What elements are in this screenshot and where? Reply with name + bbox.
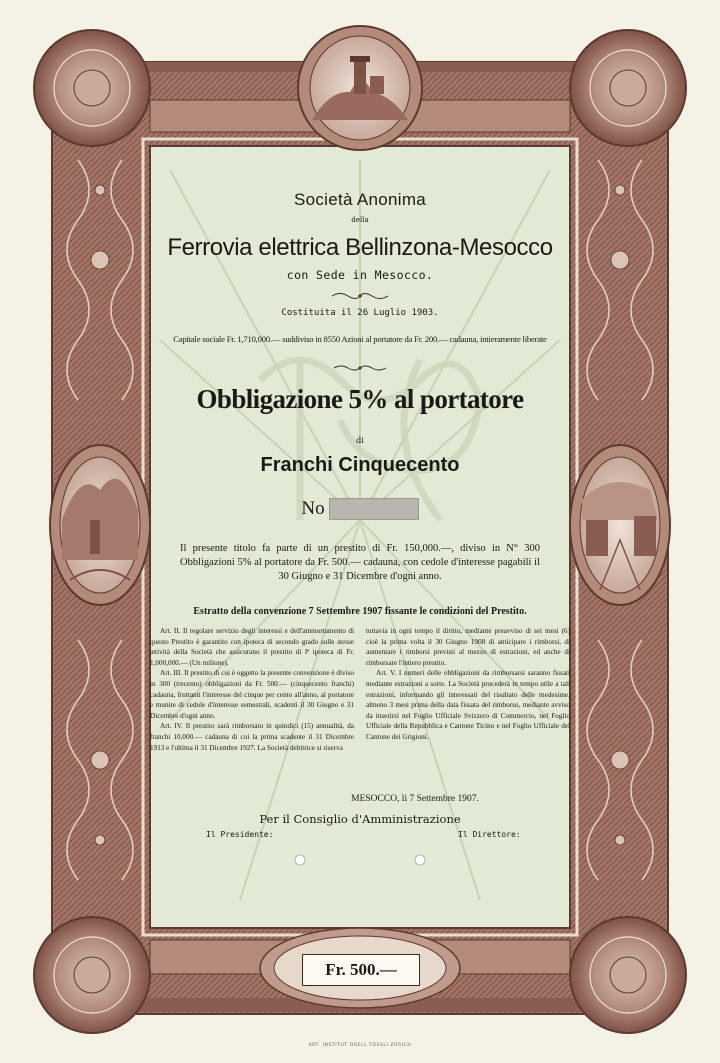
bond-di: di: [356, 436, 364, 445]
printer-imprint: ART. INSTITUT ORELL FÜSSLI ZÜRICH: [308, 1043, 412, 1048]
left-landscape-vignette: [50, 445, 150, 605]
serial-number-row: [150, 498, 570, 520]
company-line1: Società Anonima: [293, 190, 427, 209]
article-ii: Art. II. Il regolare servizio degli interessi e dell'ammortamento di questo Prestito è garantito con ipoteca di secondo grado sulle stesse attività della Società che assicurano il prestito di Iª ipoteca di Fr. 1,000,000.— (Un milione).: [150, 627, 354, 667]
article-iv-continued: tuttavia in ogni tempo il diritto, mediante preavviso di sei mesi (6) cioè la prima volta il 30 Giugno 1908 di anticipare i rimborsi, di aumentare i rimborsi previsti al mezzo di estrazioni, ed anche di rimborsare l'intiero prestito.: [366, 627, 570, 667]
article-iv: Art. IV. Il prestito sarà rimborsato in quindici (15) annualità, da franchi 10,000.— cadauna di cui la prima scadente il 31 Dicembre 1913 e l'ultima il 31 Dicembre 1927. La Società debitrice si riserva: [150, 722, 354, 752]
scroll-ornament-icon: [150, 358, 570, 377]
scroll-ornament-icon: [150, 286, 570, 305]
constitution-date: Costituita il 26 Luglio 1903.: [281, 308, 439, 318]
place-and-date: MESOCCO, li 7 Settembre 1907.: [351, 794, 479, 804]
board-line: Per il Consiglio d'Amministrazione: [259, 812, 461, 826]
article-v: Art. V. I numeri delle obbligazioni da rimborsarsi saranno fissati mediante estrazioni a sorte. La Società procederà in tempo utile a tali estrazioni, informando gli interessati del risultato delle medesime, almeno 3 mesi prima della data fissata del rimborso, mediante avviso da inserirsi nel Foglio Ufficiale Svizzero di Commercio, nel Foglio Ufficiale della Repubblica e Cantone Ticino e nel Foglio Ufficiale del Cantone dei Grigioni.: [366, 669, 570, 741]
director-signature-label: Il Direttore:: [458, 830, 521, 839]
article-iii: Art. III. Il prestito di cui è oggetto la presente convenzione è diviso in 300 (trecento) obbligazioni da Fr. 500.— (cinquecento franchi) cadauna, fruttanti l'interesse del cinque per cento all'anno, al portatore e munite di cedole d'interesse semestrali, scadenti il 30 Giugno e 31 Dicembre d'ogni anno.: [150, 669, 354, 720]
articles-right-column: [366, 626, 570, 753]
serial-number-label: No: [301, 498, 325, 519]
articles-columns: [150, 626, 570, 753]
loan-description: Il presente titolo fa parte di un prestito di Fr. 150,000.—, diviso in N° 300 Obbligazioni 5% al portatore da Fr. 500.— cadauna, con cedole d'interesse pagabili il 30 Giugno e 31 Dicembre d'ogni anno.: [180, 543, 540, 582]
company-della: della: [351, 216, 369, 224]
right-street-vignette: [570, 445, 670, 605]
share-capital: Capitale sociale Fr. 1,710,000.— suddiviso in 8550 Azioni al portatore da Fr. 200.— cadauna, intieramente liberate: [173, 334, 547, 344]
castle-vignette: [298, 26, 422, 150]
extract-heading: Estratto della convenzione 7 Settembre 1907 fissante le condizioni del Prestito.: [193, 606, 527, 617]
serial-number-field: [329, 498, 419, 520]
face-value-box: Fr. 500.—: [302, 954, 420, 986]
president-signature-label: Il Presidente:: [206, 830, 274, 839]
company-seat: con Sede in Mesocco.: [286, 268, 434, 282]
bond-amount: Franchi Cinquecento: [260, 454, 460, 476]
bond-title: Obbligazione 5% al portatore: [196, 384, 524, 414]
certificate-text-panel: [150, 148, 570, 928]
company-name: Ferrovia elettrica Bellinzona-Mesocco: [167, 234, 553, 261]
articles-left-column: [150, 626, 354, 753]
